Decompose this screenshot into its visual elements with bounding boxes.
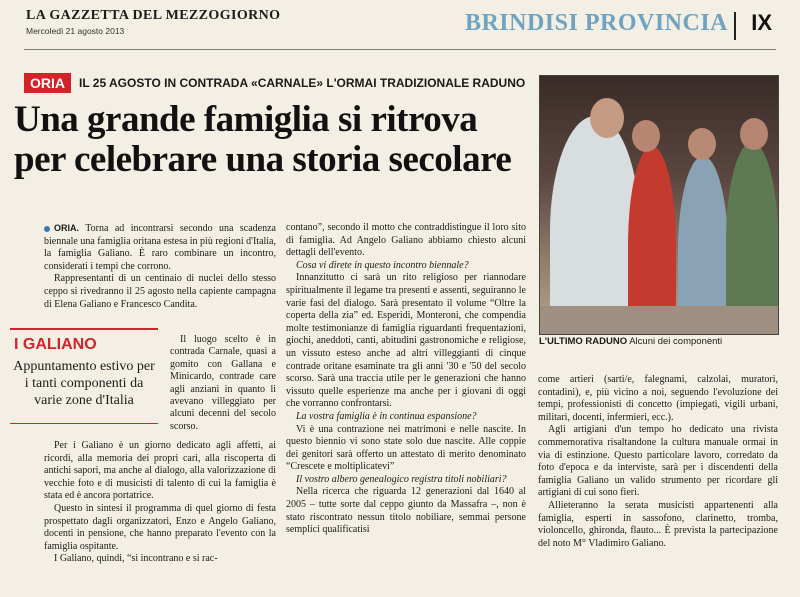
interview-question: Cosa vi direte in questo incontro biennale? xyxy=(296,259,469,271)
kicker xyxy=(24,72,525,94)
caption-title: L'ULTIMO RADUNO xyxy=(539,336,628,347)
paragraph: Torna ad incontrarsi secondo una scadenza biennale una famiglia oritana estesa in più regioni d'Italia, la famiglia Galiano. È raro combinare un incontro, considerati i tempi che corrono. xyxy=(44,223,276,272)
paragraph: Allieteranno la serata musicisti appartenenti alla famiglia, esperti in sassofono, clarinetto, tromba, violoncello, ghironda, flauto... È prevista la partecipazione del noto M° Vladimiro Galiano. xyxy=(538,499,778,549)
paragraph: Questo in sintesi il programma di quel giorno di festa prospettato dagli organizzatori, Enzo e Angelo Galiano, docenti in pensione, che hanno preparato l'evento con la famiglia ospitante. xyxy=(44,502,276,552)
paragraph: contano”, secondo il motto che contraddistingue il loro sito di famiglia. Ad Angelo Galiano abbiamo chiesto alcuni dettagli dell'evento. xyxy=(286,222,526,259)
paragraph: Il luogo scelto è in contrada Carnale, quasi a gomito con Gallana e Minicardo, contrade care agli anziani in quanto li avevano villeggiato per alcuni decenni del secolo scorso. xyxy=(170,334,276,432)
paragraph: Rappresentanti di un centinaio di nuclei dello stesso ceppo si rivedranno il 25 agosto nella capiente campagna di Elena Galiano e Francesco Candita. xyxy=(44,273,276,310)
location-tag: ORIA xyxy=(24,73,71,93)
paragraph: Vi è una contrazione nei matrimoni e nelle nascite. In questo biennio vi sono state solo due nascite. Alle coppie dei genitori sarà offerto un attestato di merito denominato “Crescete e moltiplicatevi” xyxy=(286,423,526,473)
paragraph: Per i Galiano è un giorno dedicato agli affetti, ai ricordi, alla memoria dei propri cari, alla riscoperta di antichi sapori, ma anche al dialogo, alla valorizzazione di vecchie foto e di musicisti di talento di cui la famiglia è stata ed è ancora portatrice. xyxy=(44,440,276,502)
masthead xyxy=(24,6,776,50)
sidebar-box xyxy=(10,328,158,424)
person-figure xyxy=(590,98,624,138)
article-column-3 xyxy=(538,374,778,550)
person-figure xyxy=(740,118,768,150)
section-title: BRINDISI PROVINCIA xyxy=(464,10,728,36)
kicker-text: IL 25 AGOSTO IN CONTRADA «CARNALE» L'ORMAI TRADIZIONALE RADUNO xyxy=(79,76,526,90)
section-divider xyxy=(734,12,736,40)
sidebar-text: Appuntamento estivo per i tanti componenti da varie zone d'Italia xyxy=(13,359,155,408)
page-number: IX xyxy=(751,10,772,35)
newspaper-name: LA GAZZETTA DEL MEZZOGIORNO xyxy=(26,8,281,23)
family-photo xyxy=(539,75,779,335)
paragraph: Innanzitutto ci sarà un rito religioso per riannodare spiritualmente il legame tra presenti e assenti, seguiranno le varie fasi del dialogo. Sarà presentato il volume “Oltre la coperta della zia” ed. Esperidi, Monteroni, che compendia molte testimonianze di famiglia riguardanti frequentazioni, giochi, aneddoti, canti, abitudini gastronomiche e religiose, un vissuto esteso anche ad altri villeggianti di cinque contrade oritane esaminate tra gli anni '30 e '50 del secolo scorso. Sarà una traccia utile per le generazioni che hanno vissuto quelle esperienze ma anche per i giovani di oggi che vorranno confrontarsi. xyxy=(286,272,526,410)
caption-text: Alcuni dei componenti xyxy=(627,336,723,347)
photo-caption xyxy=(539,336,779,347)
sidebar-title: I GALIANO xyxy=(14,336,97,353)
paragraph: I Galiano, quindi, “si incontrano e si rac- xyxy=(54,553,218,565)
issue-date: Mercoledì 21 agosto 2013 xyxy=(26,26,125,36)
paragraph: Agli artigiani d'un tempo ho dedicato una rivista commemorativa risaltandone la cultura manuale ormai in via di estinzione. Questo particolare lavoro, corredato da foto d'epoca e da interviste, sarà per i discendenti della famiglia Galiano un valido strumento per ricordare gli artigiani di cui sono fieri. xyxy=(538,424,778,499)
article-column-1-top xyxy=(44,222,276,311)
dateline: ORIA. xyxy=(54,223,80,233)
article-headline xyxy=(14,100,534,180)
article-column-1-narrow xyxy=(170,334,276,433)
person-figure xyxy=(540,306,779,335)
article-column-1-bottom xyxy=(44,440,276,566)
headline-line-2: per celebrare una storia secolare xyxy=(14,139,512,180)
paragraph: come artieri (sarti/e, falegnami, calzolai, muratori, contadini), e, più vicino a noi, seguendo l'evoluzione dei tempi, professionisti di concetto (impiegati, vigili urbani, militari, docenti, infermieri, ecc.). xyxy=(538,374,778,423)
article-column-2 xyxy=(286,222,526,537)
interview-question: La vostra famiglia è in continua espansione? xyxy=(296,410,477,422)
headline-line-1: Una grande famiglia si ritrova xyxy=(14,99,478,140)
person-figure xyxy=(688,128,716,160)
paragraph: Nella ricerca che riguarda 12 generazioni dal 1640 al 2005 – tutte sorte dal ceppo giunto da Massafra –, non è stato riscontrato nessun titolo nobiliare, semmai persone semplici qualificatisi xyxy=(286,486,526,536)
person-figure xyxy=(550,116,640,335)
interview-question: Il vostro albero genealogico registra titoli nobiliari? xyxy=(296,473,507,485)
person-figure xyxy=(632,120,660,152)
bullet-icon xyxy=(44,226,50,232)
